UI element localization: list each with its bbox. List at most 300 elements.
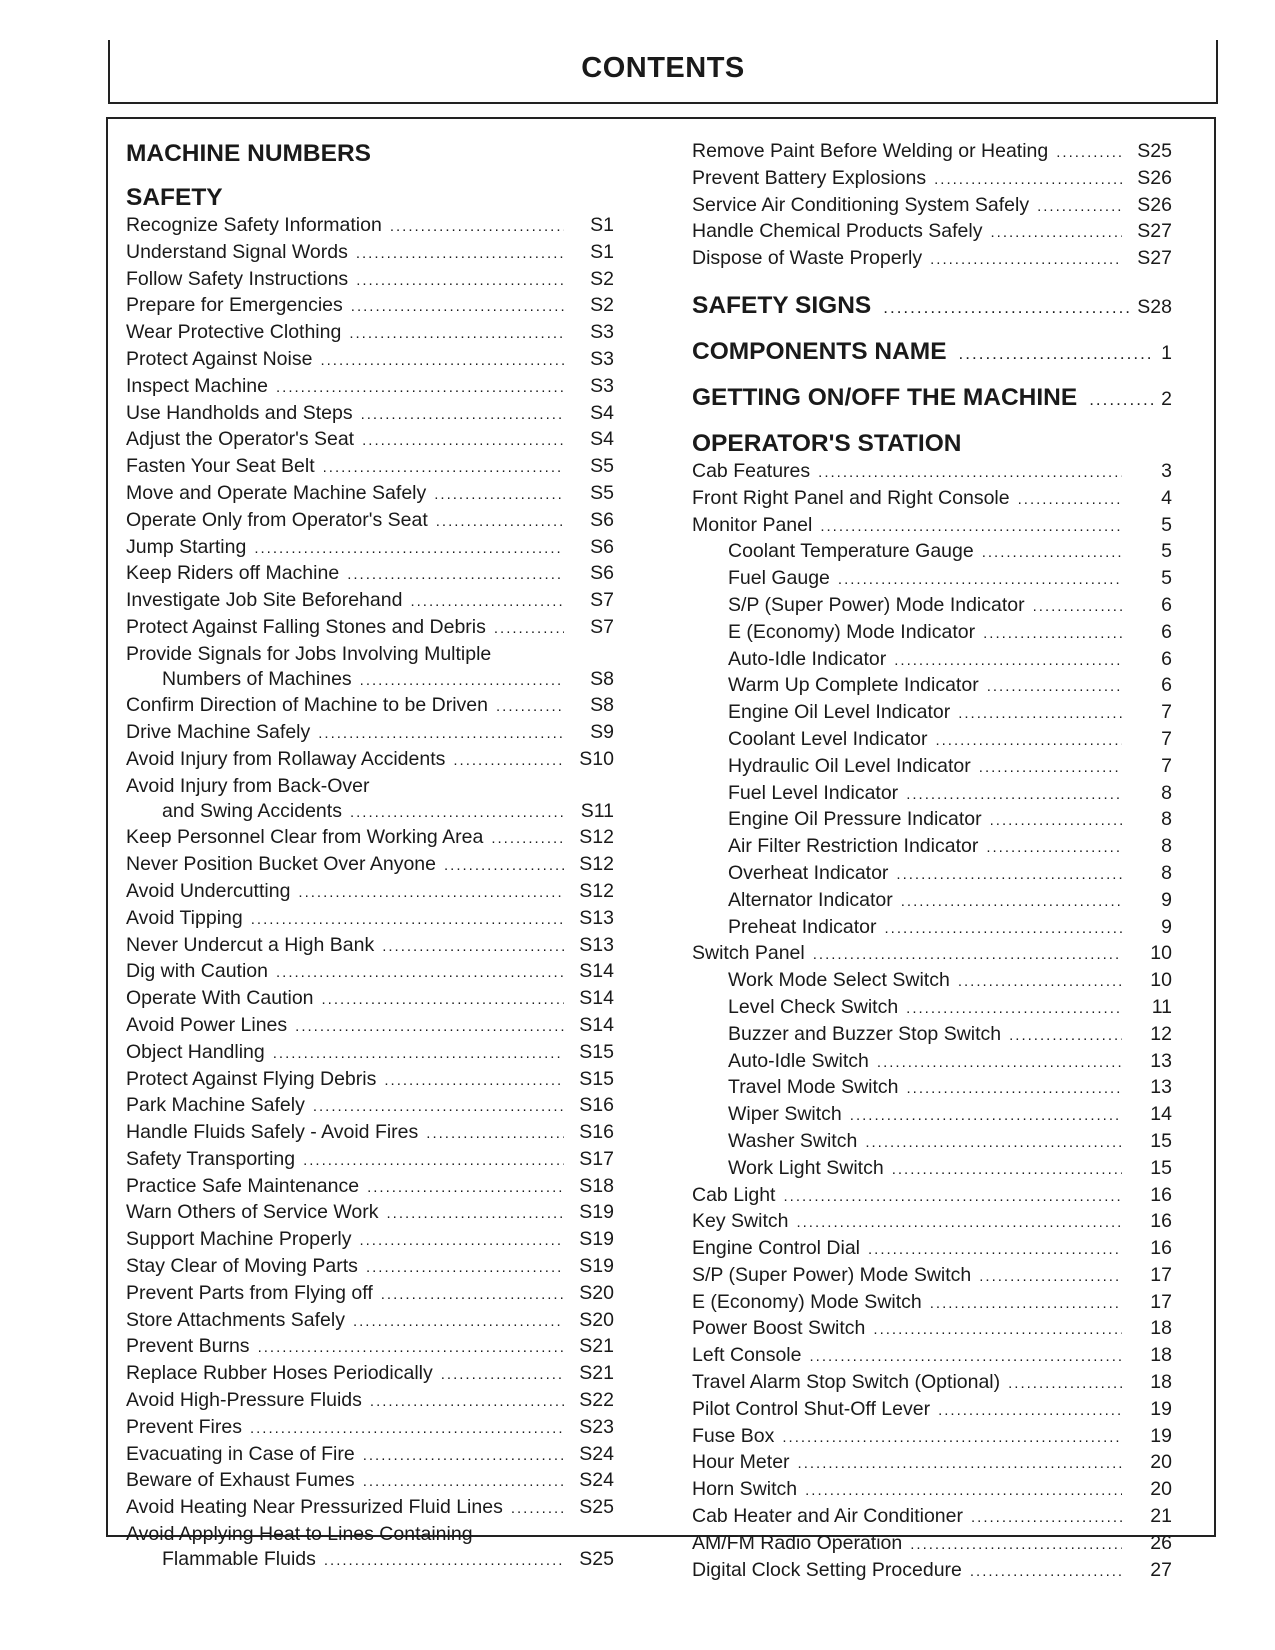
- toc-entry-page: S12: [579, 826, 614, 849]
- toc-entry: [126, 401, 614, 428]
- toc-entry-title: Keep Riders off Machine: [126, 562, 340, 585]
- toc-entry: [692, 888, 1172, 915]
- toc-entry-page: 6: [1161, 674, 1172, 697]
- toc-entry-title: Prevent Battery Explosions: [692, 166, 927, 189]
- left-column: [126, 139, 614, 1574]
- dot-leader: [986, 836, 1122, 861]
- toc-entry-page: 18: [1150, 1344, 1172, 1367]
- toc-entry-page: S16: [579, 1094, 614, 1117]
- toc-entry-title: Park Machine Safely: [126, 1094, 305, 1117]
- toc-entry: [692, 1075, 1172, 1102]
- toc-entry-page: S20: [579, 1281, 614, 1304]
- toc-entry-multiline: Provide Signals for Jobs Involving Multiple: [126, 642, 492, 665]
- dot-leader: [366, 1256, 564, 1281]
- heading-safety-signs: SAFETY SIGNS ..... S28: [692, 291, 1172, 323]
- dot-leader: [979, 756, 1122, 781]
- dot-leader: [930, 248, 1122, 273]
- toc-entry-title: Handle Chemical Products Safely: [692, 220, 983, 243]
- dot-leader: [436, 510, 564, 535]
- toc-entry-title: Operate Only from Operator's Seat: [126, 508, 428, 531]
- toc-entry-page: 7: [1161, 727, 1172, 750]
- dot-leader: [865, 1131, 1122, 1156]
- toc-entry: [692, 1343, 1172, 1370]
- toc-entry: [126, 747, 614, 774]
- toc-entry: [692, 1397, 1172, 1424]
- safety-list-1: [126, 213, 614, 642]
- toc-entry-page: 11: [1151, 995, 1172, 1018]
- toc-entry-title: Prevent Burns: [126, 1335, 250, 1358]
- toc-entry-title: Jump Starting: [126, 535, 247, 558]
- toc-entry-page: S17: [579, 1147, 614, 1170]
- toc-entry-title: Avoid Undercutting: [126, 879, 291, 902]
- toc-entry-title: Dispose of Waste Properly: [692, 247, 923, 270]
- title-frame: [108, 40, 1218, 104]
- toc-entry: [126, 1308, 614, 1335]
- dot-leader: [813, 943, 1122, 968]
- toc-entry-page: S14: [579, 960, 614, 983]
- toc-entry-page: 8: [1161, 808, 1172, 831]
- heading-safety: SAFETY: [126, 184, 223, 211]
- toc-entry-title: Avoid Power Lines: [126, 1013, 288, 1036]
- toc-entry-title: Protect Against Noise: [126, 347, 313, 370]
- toc-entry-title: Avoid Tipping: [126, 906, 243, 929]
- toc-entry-page: S4: [590, 428, 614, 451]
- toc-entry-page: S6: [590, 562, 614, 585]
- toc-entry-page: 8: [1161, 835, 1172, 858]
- toc-entry-title: Washer Switch: [728, 1129, 858, 1152]
- toc-entry-page: S19: [579, 1255, 614, 1278]
- toc-entry-page: S12: [579, 853, 614, 876]
- toc-entry-page: S22: [579, 1389, 614, 1412]
- operators-station-list: [692, 459, 1172, 1584]
- toc-entry-page: S19: [579, 1228, 614, 1251]
- toc-entry-page: S10: [579, 747, 614, 770]
- toc-entry-page: S21: [579, 1335, 614, 1358]
- toc-entry-title: Stay Clear of Moving Parts: [126, 1255, 358, 1278]
- toc-entry-title: Handle Fluids Safely - Avoid Fires: [126, 1121, 419, 1144]
- dot-leader: [384, 1069, 564, 1094]
- dot-leader: [386, 1202, 564, 1227]
- dot-leader: [990, 221, 1122, 246]
- toc-entry-title: E (Economy) Mode Switch: [692, 1290, 922, 1313]
- toc-entry: [692, 539, 1172, 566]
- dot-leader: [298, 881, 564, 906]
- toc-entry-page: S7: [590, 589, 614, 612]
- toc-entry-page: 6: [1161, 620, 1172, 643]
- toc-entry-title: Store Attachments Safely: [126, 1308, 345, 1331]
- toc-entry-title: Evacuating in Case of Fire: [126, 1442, 355, 1465]
- dot-leader: [361, 403, 564, 428]
- toc-entry: [126, 588, 614, 615]
- toc-entry-title: Investigate Job Site Beforehand: [126, 589, 403, 612]
- toc-entry-title: Pilot Control Shut-Off Lever: [692, 1397, 931, 1420]
- dot-leader: [250, 1417, 564, 1442]
- toc-entry-title: Prevent Parts from Flying off: [126, 1281, 373, 1304]
- toc-entry-title: Dig with Caution: [126, 960, 268, 983]
- toc-entry-multiline: Avoid Applying Heat to Lines Containing: [126, 1523, 473, 1546]
- toc-entry-title: Service Air Conditioning System Safely: [692, 193, 1030, 216]
- toc-entry-continuation: and Swing Accidents ..... S11: [126, 799, 614, 826]
- toc-entry-title: Prepare for Emergencies: [126, 294, 343, 317]
- toc-entry-page: S24: [579, 1469, 614, 1492]
- toc-entry-page: 5: [1161, 540, 1172, 563]
- dot-leader: [796, 1211, 1122, 1236]
- toc-entry-title: Coolant Temperature Gauge: [728, 540, 974, 563]
- dot-leader: [935, 729, 1122, 754]
- dot-leader: [363, 1470, 564, 1495]
- toc-entry: [126, 1281, 614, 1308]
- dot-leader: [987, 675, 1122, 700]
- toc-entry: [692, 1370, 1172, 1397]
- heading-getting-on-off: GETTING ON/OFF THE MACHINE ..... 2: [692, 383, 1172, 415]
- toc-entry-title: Engine Control Dial: [692, 1237, 861, 1260]
- toc-entry: [126, 1227, 614, 1254]
- toc-entry-title: Hour Meter: [692, 1451, 790, 1474]
- toc-entry: [126, 615, 614, 642]
- toc-entry-title: Engine Oil Pressure Indicator: [728, 808, 982, 831]
- toc-entry: [126, 879, 614, 906]
- dot-leader: [850, 1104, 1122, 1129]
- safety-list-3: [126, 825, 614, 1522]
- toc-entry-page: 20: [1150, 1478, 1172, 1501]
- toc-entry: [126, 293, 614, 320]
- toc-entry-title: Hydraulic Oil Level Indicator: [728, 754, 971, 777]
- toc-entry-page: 27: [1150, 1558, 1172, 1581]
- toc-entry: [126, 374, 614, 401]
- dot-leader: [313, 1095, 564, 1120]
- toc-entry: [126, 959, 614, 986]
- toc-entry: [126, 535, 614, 562]
- dot-leader: [906, 783, 1122, 808]
- dot-leader: [894, 649, 1122, 674]
- toc-entry: [126, 213, 614, 240]
- dot-leader: [349, 322, 564, 347]
- toc-entry: [692, 781, 1172, 808]
- toc-entry-title: Wear Protective Clothing: [126, 321, 342, 344]
- toc-entry: [126, 1334, 614, 1361]
- toc-entry: [126, 347, 614, 374]
- toc-entry-title: Monitor Panel: [692, 513, 813, 536]
- dot-leader: [782, 1426, 1122, 1451]
- toc-entry-title: Power Boost Switch: [692, 1317, 866, 1340]
- toc-entry: [126, 1013, 614, 1040]
- toc-entry-page: 9: [1161, 888, 1172, 911]
- dot-leader: [363, 1444, 564, 1469]
- toc-entry-page: S5: [590, 481, 614, 504]
- dot-leader: [362, 429, 564, 454]
- toc-entry: [692, 754, 1172, 781]
- toc-entry: [692, 1236, 1172, 1263]
- toc-entry: [692, 1209, 1172, 1236]
- toc-entry: [692, 1316, 1172, 1343]
- toc-entry-page: 10: [1150, 969, 1172, 992]
- dot-leader: [838, 568, 1122, 593]
- dot-leader: [885, 917, 1122, 942]
- dot-leader: [958, 970, 1122, 995]
- toc-entry-title: Practice Safe Maintenance: [126, 1174, 360, 1197]
- dot-leader: [353, 1310, 564, 1335]
- toc-entry: [692, 1424, 1172, 1451]
- toc-entry: [692, 1477, 1172, 1504]
- toc-entry-title: Front Right Panel and Right Console: [692, 486, 1010, 509]
- toc-entry: [126, 906, 614, 933]
- toc-entry: [692, 166, 1172, 193]
- toc-entry: [126, 1388, 614, 1415]
- toc-entry-title: Safety Transporting: [126, 1147, 296, 1170]
- toc-entry-title: Work Light Switch: [728, 1156, 884, 1179]
- toc-entry-title: Air Filter Restriction Indicator: [728, 835, 979, 858]
- dot-leader: [930, 1292, 1122, 1317]
- toc-entry-page: S12: [579, 879, 614, 902]
- toc-entry-page: 17: [1150, 1290, 1172, 1313]
- toc-entry-title: Cab Features: [692, 459, 811, 482]
- toc-entry: [126, 481, 614, 508]
- toc-entry: [692, 1450, 1172, 1477]
- toc-entry-title: Digital Clock Setting Procedure: [692, 1558, 962, 1581]
- toc-entry-title: Support Machine Properly: [126, 1228, 352, 1251]
- toc-entry-title: Adjust the Operator's Seat: [126, 428, 355, 451]
- toc-entry-page: 26: [1150, 1531, 1172, 1554]
- dot-leader: [322, 988, 564, 1013]
- toc-entry: [692, 727, 1172, 754]
- toc-entry: [692, 1129, 1172, 1156]
- toc-entry-page: 7: [1161, 754, 1172, 777]
- toc-entry-title: Prevent Fires: [126, 1415, 242, 1438]
- toc-entry-title: Engine Oil Level Indicator: [728, 701, 951, 724]
- toc-entry: [126, 693, 614, 720]
- toc-entry: [126, 852, 614, 879]
- toc-entry: [692, 968, 1172, 995]
- toc-entry-page: 18: [1150, 1317, 1172, 1340]
- toc-entry: [126, 1495, 614, 1522]
- dot-leader: [276, 961, 564, 986]
- toc-entry-title: Travel Alarm Stop Switch (Optional): [692, 1371, 1001, 1394]
- toc-entry-page: 16: [1150, 1237, 1172, 1260]
- dot-leader: [295, 1015, 564, 1040]
- toc-entry: [126, 1200, 614, 1227]
- toc-entry-page: S13: [579, 906, 614, 929]
- page-title: CONTENTS: [581, 52, 745, 84]
- dot-leader: [810, 1345, 1123, 1370]
- toc-entry-page: S6: [590, 535, 614, 558]
- toc-entry-page: 6: [1161, 593, 1172, 616]
- toc-entry: [692, 1290, 1172, 1317]
- dot-leader: [251, 908, 564, 933]
- toc-entry-title: Protect Against Falling Stones and Debris: [126, 615, 486, 638]
- toc-entry-title: Remove Paint Before Welding or Heating: [692, 140, 1049, 162]
- toc-entry-title: Fuel Level Indicator: [728, 781, 899, 804]
- toc-entry-page: 12: [1150, 1022, 1172, 1045]
- toc-entry-title: Preheat Indicator: [728, 915, 877, 938]
- dot-leader: [347, 563, 564, 588]
- toc-entry: [692, 139, 1172, 166]
- toc-entry-title: Use Handholds and Steps: [126, 401, 353, 424]
- toc-entry-title: Move and Operate Machine Safely: [126, 481, 427, 504]
- dot-leader: [441, 1363, 564, 1388]
- dot-leader: [511, 1497, 564, 1522]
- toc-entry-page: 13: [1150, 1076, 1172, 1099]
- toc-entry-page: 6: [1161, 647, 1172, 670]
- toc-entry-page: 15: [1150, 1156, 1172, 1179]
- toc-entry-page: S26: [1137, 193, 1172, 216]
- toc-entry: [692, 1263, 1172, 1290]
- toc-entry: [692, 246, 1172, 273]
- toc-entry-title: Understand Signal Words: [126, 240, 348, 263]
- toc-entry: [692, 1531, 1172, 1558]
- toc-entry: [126, 1415, 614, 1442]
- toc-entry: [692, 620, 1172, 647]
- toc-entry-title: S/P (Super Power) Mode Switch: [692, 1263, 972, 1286]
- toc-entry-page: 17: [1150, 1263, 1172, 1286]
- toc-entry-title: Auto-Idle Switch: [728, 1049, 869, 1072]
- dot-leader: [491, 827, 564, 852]
- toc-entry: [126, 561, 614, 588]
- dot-leader: [370, 1390, 564, 1415]
- toc-entry: [692, 1049, 1172, 1076]
- dot-leader: [938, 1399, 1122, 1424]
- dot-leader: [868, 1238, 1122, 1263]
- heading-machine-numbers: MACHINE NUMBERS: [126, 140, 371, 167]
- toc-entry-title: Recognize Safety Information: [126, 214, 382, 236]
- toc-entry-title: Object Handling: [126, 1040, 265, 1063]
- toc-entry: [692, 807, 1172, 834]
- dot-leader: [434, 483, 564, 508]
- toc-entry-page: S2: [590, 294, 614, 317]
- toc-entry-title: Wiper Switch: [728, 1103, 842, 1126]
- dot-leader: [303, 1149, 564, 1174]
- dot-leader: [382, 935, 564, 960]
- dot-leader: [410, 590, 564, 615]
- toc-entry: [126, 1468, 614, 1495]
- toc-entry-title: Warn Others of Service Work: [126, 1201, 379, 1224]
- heading-operators-station: OPERATOR'S STATION: [692, 429, 962, 457]
- toc-entry-page: S24: [579, 1442, 614, 1465]
- toc-entry-page: 5: [1161, 513, 1172, 536]
- toc-entry-page: 16: [1150, 1210, 1172, 1233]
- dot-leader: [934, 168, 1122, 193]
- toc-entry-page: 15: [1150, 1129, 1172, 1152]
- dot-leader: [258, 1336, 564, 1361]
- dot-leader: [1008, 1372, 1122, 1397]
- toc-entry-title: S/P (Super Power) Mode Indicator: [728, 593, 1025, 616]
- toc-entry-title: E (Economy) Mode Indicator: [728, 620, 976, 643]
- dot-leader: [990, 809, 1122, 834]
- toc-entry: [692, 995, 1172, 1022]
- dot-leader: [351, 295, 564, 320]
- toc-entry-page: S1: [590, 214, 614, 236]
- toc-entry: [692, 673, 1172, 700]
- dot-leader: [877, 1051, 1122, 1076]
- toc-entry-page: S23: [579, 1415, 614, 1438]
- toc-entry: [126, 508, 614, 535]
- toc-entry: [692, 1156, 1172, 1183]
- dot-leader: [1056, 141, 1122, 166]
- toc-entry: [126, 1120, 614, 1147]
- toc-entry-page: S27: [1137, 247, 1172, 270]
- toc-entry-title: Level Check Switch: [728, 995, 899, 1018]
- toc-entry: [126, 720, 614, 747]
- dot-leader: [273, 1042, 564, 1067]
- toc-entry-page: S15: [579, 1067, 614, 1090]
- toc-entry-page: 8: [1161, 781, 1172, 804]
- toc-entry-title: Buzzer and Buzzer Stop Switch: [728, 1022, 1002, 1045]
- toc-entry-title: Fasten Your Seat Belt: [126, 455, 315, 478]
- dot-leader: [958, 702, 1122, 727]
- dot-leader: [276, 376, 564, 401]
- toc-entry-title: Avoid Injury from Rollaway Accidents: [126, 747, 446, 770]
- contents-frame: [106, 117, 1216, 1581]
- toc-entry-page: S9: [590, 721, 614, 744]
- toc-entry-page: S5: [590, 455, 614, 478]
- toc-entry-page: 20: [1150, 1451, 1172, 1474]
- dot-leader: [892, 1158, 1122, 1183]
- dot-leader: [1018, 488, 1122, 513]
- toc-entry-multiline: Avoid Injury from Back-Over: [126, 774, 370, 797]
- dot-leader: [359, 1229, 564, 1254]
- toc-entry-title: Beware of Exhaust Fumes: [126, 1469, 355, 1492]
- toc-entry-page: S6: [590, 508, 614, 531]
- dot-leader: [970, 1560, 1122, 1585]
- toc-entry-page: 18: [1150, 1371, 1172, 1394]
- toc-entry-page: 4: [1161, 486, 1172, 509]
- dot-leader: [254, 537, 564, 562]
- toc-entry-page: 9: [1161, 915, 1172, 938]
- toc-entry-title: Keep Personnel Clear from Working Area: [126, 826, 484, 849]
- toc-entry-page: 19: [1150, 1397, 1172, 1420]
- toc-entry-page: 21: [1150, 1505, 1172, 1528]
- dot-leader: [910, 1533, 1122, 1558]
- toc-entry: [126, 1254, 614, 1281]
- toc-entry-page: S13: [579, 933, 614, 956]
- dot-leader: [323, 456, 564, 481]
- toc-entry: [126, 1361, 614, 1388]
- heading-components-name: COMPONENTS NAME ..... 1: [692, 337, 1172, 369]
- toc-entry-title: Work Mode Select Switch: [728, 969, 950, 992]
- toc-entry-title: Alternator Indicator: [728, 888, 893, 911]
- toc-entry-title: Auto-Idle Indicator: [728, 647, 887, 670]
- dot-leader: [873, 1318, 1122, 1343]
- toc-entry-title: Horn Switch: [692, 1478, 798, 1501]
- toc-entry-title: Follow Safety Instructions: [126, 267, 349, 290]
- toc-entry: [692, 861, 1172, 888]
- toc-entry-page: 7: [1161, 701, 1172, 724]
- dot-leader: [1009, 1024, 1122, 1049]
- dot-leader: [444, 854, 564, 879]
- toc-entry-title: Replace Rubber Hoses Periodically: [126, 1362, 433, 1385]
- toc-entry: [692, 700, 1172, 727]
- toc-entry-title: Fuel Gauge: [728, 567, 830, 590]
- toc-entry-title: Avoid Heating Near Pressurized Fluid Lines: [126, 1496, 503, 1519]
- dot-leader: [971, 1506, 1122, 1531]
- safety-list-2: [126, 693, 614, 773]
- toc-entry: [692, 1504, 1172, 1531]
- toc-entry-title: Operate With Caution: [126, 987, 314, 1010]
- toc-entry: [692, 513, 1172, 540]
- dot-leader: [982, 541, 1122, 566]
- toc-entry: [126, 933, 614, 960]
- dot-leader: [494, 617, 564, 642]
- dot-leader: [1037, 195, 1122, 220]
- dot-leader: [356, 269, 564, 294]
- toc-entry-page: S8: [590, 694, 614, 717]
- toc-entry: [126, 267, 614, 294]
- dot-leader: [979, 1265, 1122, 1290]
- right-column: [692, 139, 1172, 1584]
- toc-entry: [126, 1067, 614, 1094]
- dot-leader: [356, 242, 564, 267]
- toc-entry: [126, 825, 614, 852]
- toc-entry-page: S15: [579, 1040, 614, 1063]
